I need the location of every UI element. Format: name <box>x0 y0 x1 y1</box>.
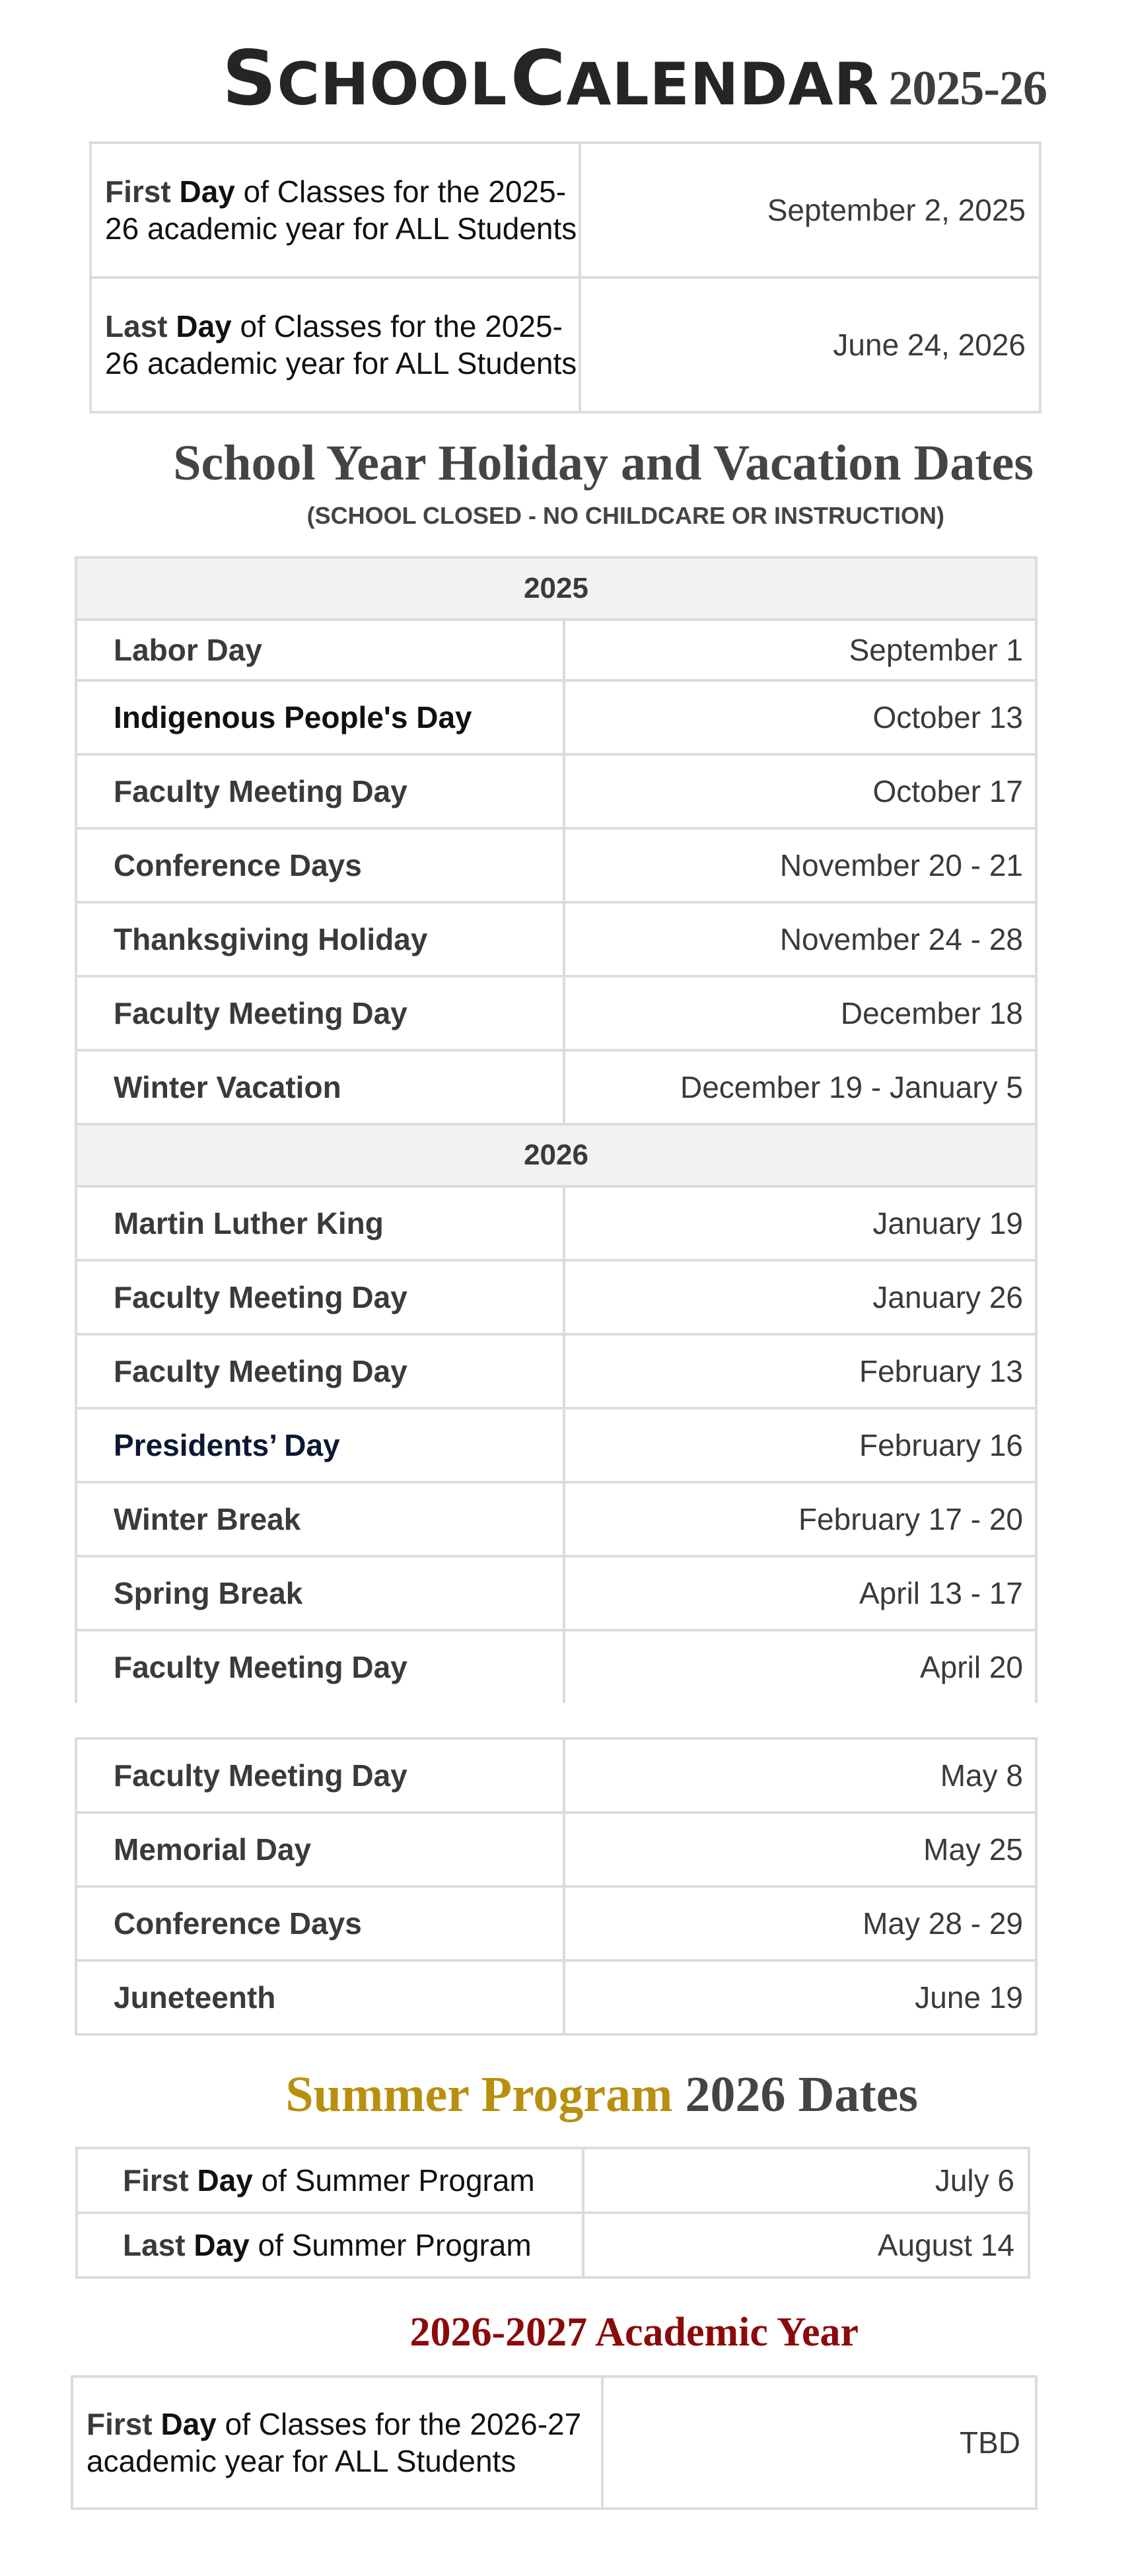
holiday-date: May 25 <box>564 1812 1036 1886</box>
table-row <box>76 620 1036 680</box>
holiday-name: Juneteenth <box>76 1960 564 2034</box>
holiday-name: Faculty Meeting Day <box>76 1738 564 1812</box>
holiday-name: Faculty Meeting Day <box>76 1630 564 1703</box>
holiday-name: Presidents’ Day <box>76 1408 564 1482</box>
table-row <box>76 1738 1036 1812</box>
holiday-date: December 19 - January 5 <box>564 1050 1036 1124</box>
table-row <box>76 1408 1036 1482</box>
holiday-date: January 19 <box>564 1186 1036 1260</box>
holiday-name: Faculty Meeting Day <box>76 1260 564 1334</box>
year-header-row <box>76 1124 1036 1186</box>
summer-last-day-label: Last Day of Summer Program <box>77 2213 583 2277</box>
holidays-subheading: (SCHOOL CLOSED - NO CHILDCARE OR INSTRUCTION) <box>306 502 944 529</box>
table-row <box>76 1812 1036 1886</box>
holiday-date: October 13 <box>564 680 1036 754</box>
holidays-table <box>75 556 1038 1703</box>
holiday-name: Conference Days <box>76 828 564 902</box>
table-row <box>76 754 1036 828</box>
table-row <box>76 1260 1036 1334</box>
first-day-label: First Day of Classes for the 2025-26 academic year for ALL Students <box>90 143 580 277</box>
holiday-name: Faculty Meeting Day <box>76 1334 564 1408</box>
next-first-day-label: First Day of Classes for the 2026-27 academic year for ALL Students <box>72 2377 602 2509</box>
summer-heading-rest: 2026 Dates <box>672 2067 918 2122</box>
summer-last-day-date: August 14 <box>583 2213 1029 2277</box>
holiday-name: Winter Vacation <box>76 1050 564 1124</box>
summer-heading-accent: Summer Program <box>285 2067 673 2122</box>
year-header-2025: 2025 <box>76 557 1036 620</box>
title-initial-s: S <box>222 34 277 122</box>
table-row <box>76 1556 1036 1630</box>
table-row <box>76 1186 1036 1260</box>
holiday-name: Thanksgiving Holiday <box>76 902 564 976</box>
holiday-name: Faculty Meeting Day <box>76 754 564 828</box>
year-header-row <box>76 557 1036 620</box>
table-row <box>76 1334 1036 1408</box>
year-header-2026: 2026 <box>76 1124 1036 1186</box>
table-row <box>76 1050 1036 1124</box>
holidays-heading: School Year Holiday and Vacation Dates <box>173 435 1034 491</box>
table-row <box>76 828 1036 902</box>
table-row <box>76 976 1036 1050</box>
holiday-name: Conference Days <box>76 1886 564 1960</box>
holiday-name: Labor Day <box>76 620 564 680</box>
holiday-date: December 18 <box>564 976 1036 1050</box>
holiday-date: September 1 <box>564 620 1036 680</box>
table-row <box>76 680 1036 754</box>
next-first-day-date: TBD <box>602 2377 1036 2509</box>
holidays-table-continued <box>75 1737 1038 2036</box>
holiday-date: November 24 - 28 <box>564 902 1036 976</box>
holiday-date: June 19 <box>564 1960 1036 2034</box>
last-day-date: June 24, 2026 <box>580 277 1040 412</box>
holiday-date: April 13 - 17 <box>564 1556 1036 1630</box>
table-row <box>76 1482 1036 1556</box>
holiday-date: October 17 <box>564 754 1036 828</box>
holiday-date: January 26 <box>564 1260 1036 1334</box>
holiday-name: Indigenous People's Day <box>76 680 564 754</box>
summer-program-table <box>75 2147 1030 2279</box>
holiday-date: February 17 - 20 <box>564 1482 1036 1556</box>
holiday-date: November 20 - 21 <box>564 828 1036 902</box>
next-year-table <box>71 2375 1038 2510</box>
title-initial-c: C <box>510 34 567 122</box>
holiday-date: May 28 - 29 <box>564 1886 1036 1960</box>
holiday-name: Faculty Meeting Day <box>76 976 564 1050</box>
summer-first-day-date: July 6 <box>583 2148 1029 2213</box>
table-row <box>76 1960 1036 2034</box>
table-row <box>90 143 1040 277</box>
holiday-name: Martin Luther King <box>76 1186 564 1260</box>
title-rest-school: CHOOL <box>277 50 508 118</box>
table-row <box>76 1886 1036 1960</box>
table-row <box>77 2148 1029 2213</box>
holiday-name: Spring Break <box>76 1556 564 1630</box>
next-year-heading: 2026-2027 Academic Year <box>409 2310 859 2355</box>
first-day-date: September 2, 2025 <box>580 143 1040 277</box>
holiday-date: April 20 <box>564 1630 1036 1703</box>
holiday-date: May 8 <box>564 1738 1036 1812</box>
summer-heading <box>0 2066 918 2124</box>
table-row <box>90 277 1040 412</box>
summer-first-day-label: First Day of Summer Program <box>77 2148 583 2213</box>
table-row <box>77 2213 1029 2277</box>
title-rest-calendar: ALENDAR <box>566 50 880 118</box>
page-title <box>0 34 1047 122</box>
table-row <box>72 2377 1036 2509</box>
holiday-name: Winter Break <box>76 1482 564 1556</box>
table-row <box>76 902 1036 976</box>
holiday-date: February 16 <box>564 1408 1036 1482</box>
table-row <box>76 1630 1036 1703</box>
holiday-name: Memorial Day <box>76 1812 564 1886</box>
title-year: 2025-26 <box>888 61 1047 116</box>
last-day-label: Last Day of Classes for the 2025-26 academic year for ALL Students <box>90 277 580 412</box>
academic-year-table <box>89 141 1041 413</box>
holiday-date: February 13 <box>564 1334 1036 1408</box>
